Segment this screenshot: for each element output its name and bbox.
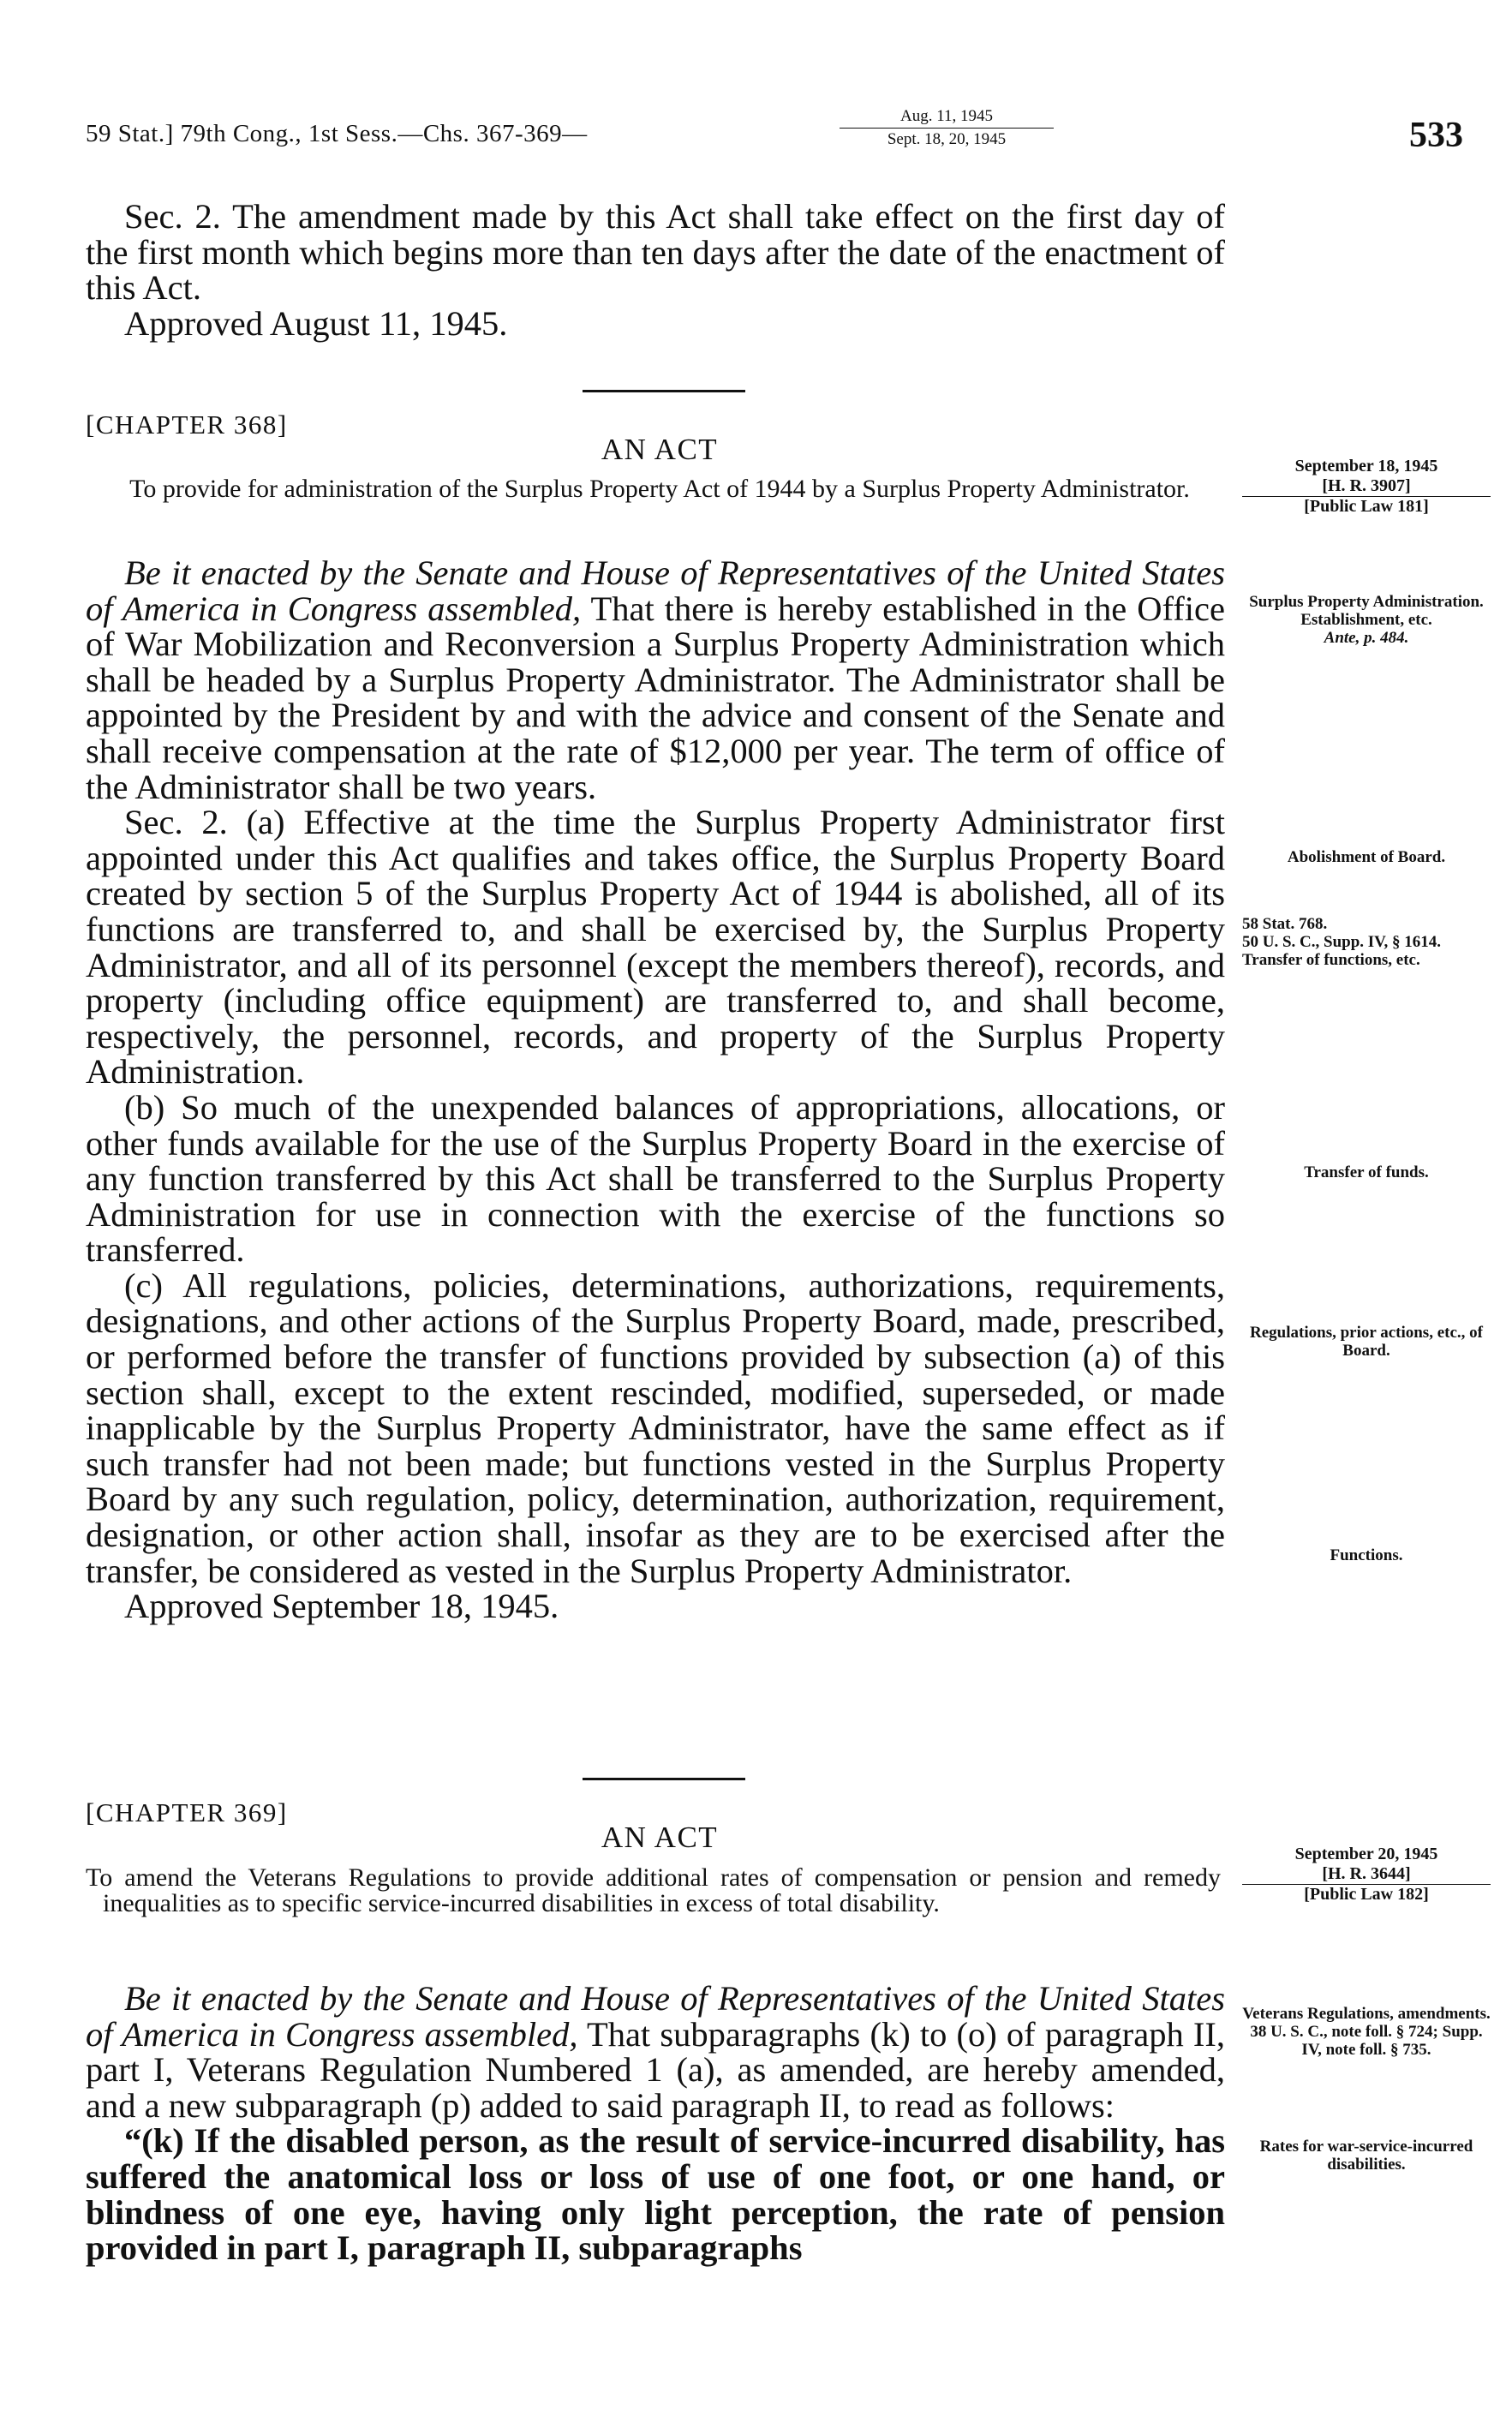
ch369-para1 [86, 1981, 1225, 2123]
section-rule [583, 390, 745, 392]
ch368-note-3-ref2: 50 U. S. C., Supp. IV, § 1614. [1242, 933, 1441, 951]
ch368-side-ref [1242, 457, 1491, 517]
running-header: 59 Stat.] 79th Cong., 1st Sess.—Chs. 367-369— [86, 120, 588, 147]
ch368-side-date: September 18, 1945 [1294, 457, 1438, 475]
ch369-para2: “(k) If the disabled person, as the result of service-incurred disability, has suffered the anatomical loss or loss of use of one foot, or one hand, or blindness of one eye, having only light perception, the rate of pension provided in part I, paragraph II, subparagraphs [86, 2121, 1225, 2268]
ch368-note-3 [1242, 915, 1491, 969]
ch368-chapter-label: [CHAPTER 368] [86, 410, 288, 440]
ch369-body [86, 1981, 1225, 2266]
ch369-title-block [86, 1865, 1221, 1917]
ch369-chapter-label: [CHAPTER 369] [86, 1797, 288, 1827]
ch369-note-1-ref: 38 U. S. C., note foll. § 724; Supp. IV, note foll. § 735. [1250, 2023, 1483, 2059]
header-date-top: Aug. 11, 1945 [840, 107, 1054, 129]
chapter367-end [86, 199, 1225, 341]
ch368-note-3-title: Transfer of functions, etc. [1242, 951, 1420, 969]
ch368-enacting-clause: Be it enacted by the Senate and House of Representatives of the United States of America in Congress assembled, [86, 553, 1225, 628]
ch368-para1 [86, 555, 1225, 804]
ch369-note-2: Rates for war-service-incurred disabilities. [1259, 2138, 1473, 2174]
ch368-note-1-title: Surplus Property Administration. [1249, 593, 1484, 611]
ch368-title: To provide for administration of the Surplus Property Act of 1944 by a Surplus Property Administrator. [129, 475, 1190, 503]
ch368-approved: Approved September 18, 1945. [124, 1587, 559, 1626]
ch367-sec2: Sec. 2. The amendment made by this Act shall take effect on the first day of the first month which begins more than ten days after the date of the enactment of this Act. [86, 197, 1225, 308]
ch367-approved: Approved August 11, 1945. [124, 303, 508, 343]
ch369-para1-text: That subparagraphs (k) to (o) of paragraph II, part I, Veterans Regulation Numbered 1 (a), as amended, are hereby amended, and a new subparagraph (p) added to said paragraph II, to read as follows: [86, 2014, 1225, 2125]
ch368-sec2c: (c) All regulations, policies, determinations, authorizations, requirements, designations, and other actions of the Surplus Property Board, made, prescribed, or performed before the transfer of functions provided by subsection (a) of this section shall, except to the extent rescinded, modified, superseded, or made inapplicable by the Surplus Property Administrator, have the same effect as if such transfer had not been made; but functions vested in the Surplus Property Board by any such regulation, policy, determination, authorization, requirement, designation, or other action shall, insofar as they are to be exercised after the transfer, be considered as vested in the Surplus Property Administrator. [86, 1265, 1225, 1590]
ch369-side-date: September 20, 1945 [1294, 1845, 1438, 1863]
header-dates [840, 107, 1054, 149]
ch369-note-1 [1242, 2005, 1491, 2059]
ch368-sec2b: (b) So much of the unexpended balances of appropriations, allocations, or other funds available for the use of the Surplus Property Board in the exercise of any function transferred by this Act shall be transferred to the Surplus Property Administration for use in connection with the exercise of the functions so transferred. [86, 1087, 1225, 1270]
ch368-note-3-ref1: 58 Stat. 768. [1242, 915, 1328, 933]
ch368-note-1-ref: Ante, p. 484. [1324, 629, 1409, 647]
ch368-note-4: Transfer of funds. [1304, 1163, 1429, 1181]
ch369-side-bill: [H. R. 3644] [1242, 1864, 1491, 1885]
page-number: 533 [1409, 116, 1463, 155]
ch368-side-law: [Public Law 181] [1304, 497, 1429, 516]
ch368-note-1-sub: Establishment, etc. [1300, 611, 1432, 629]
section-rule [583, 1778, 745, 1780]
ch368-note-5: Regulations, prior actions, etc., of Board. [1250, 1324, 1483, 1360]
ch368-body [86, 555, 1225, 1624]
ch369-side-ref [1242, 1845, 1491, 1905]
ch369-an-act: AN ACT [601, 1821, 719, 1854]
ch368-note-2: Abolishment of Board. [1287, 848, 1446, 866]
ch369-note-1-title: Veterans Regulations, amendments. [1242, 2005, 1491, 2023]
ch368-title-block [86, 475, 1234, 503]
ch368-note-1 [1242, 593, 1491, 647]
ch369-enacting-clause: Be it enacted by the Senate and House of Representatives of the United States of America in Congress assembled, [86, 1979, 1225, 2054]
ch368-note-6: Functions. [1330, 1546, 1403, 1564]
ch368-side-bill: [H. R. 3907] [1242, 476, 1491, 497]
ch368-para1-text: That there is hereby established in the Office of War Mobilization and Reconversion a Surplus Property Administration which shall be headed by a Surplus Property Administrator. The Administrator shall be appointed by the President by and with the advice and consent of the Senate and shall receive compensation at the rate of $12,000 per year. The term of office of the Administrator shall be two years. [86, 589, 1225, 806]
ch369-side-law: [Public Law 182] [1304, 1885, 1429, 1904]
header-date-bottom: Sept. 18, 20, 1945 [887, 130, 1007, 148]
ch368-an-act: AN ACT [601, 433, 719, 466]
ch369-title: To amend the Veterans Regulations to provide additional rates of compensation or pension and remedy inequalities as to specific service-incurred disabilities in excess of total disability. [86, 1863, 1221, 1917]
ch368-sec2a: Sec. 2. (a) Effective at the time the Surplus Property Administrator first appointed under this Act qualifies and takes office, the Surplus Property Board created by section 5 of the Surplus Property Act of 1944 is abolished, all of its functions are transferred to, and shall be exercised by, the Surplus Property Administrator, and all of its personnel (except the members thereof), records, and property (including office equipment) are transferred to, and shall become, respectively, the personnel, records, and property of the Surplus Property Administration. [86, 803, 1225, 1091]
